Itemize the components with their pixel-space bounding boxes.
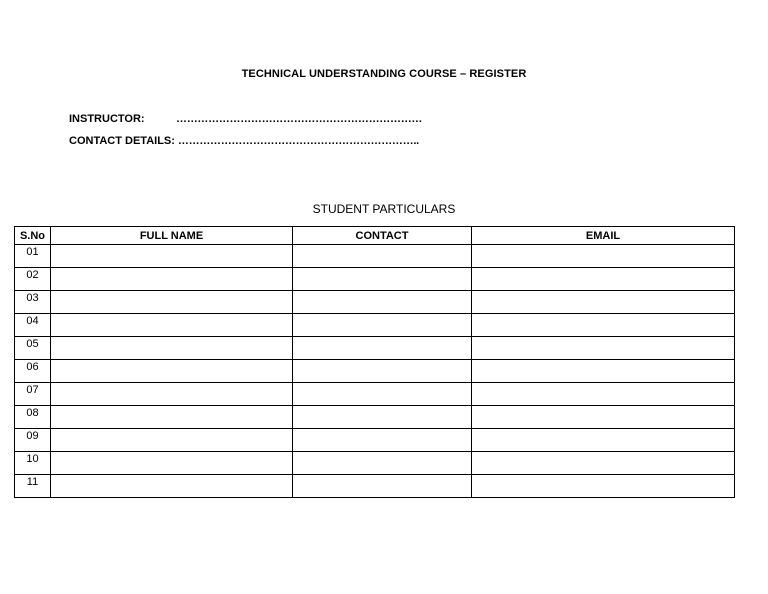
header-email: EMAIL [472,227,735,245]
instructor-field [69,113,422,125]
row-email-cell[interactable] [472,245,735,268]
row-sno-cell: 06 [15,360,51,383]
row-email-cell[interactable] [472,314,735,337]
row-full-name-cell[interactable] [51,452,293,475]
row-contact-cell[interactable] [293,475,472,498]
row-full-name-cell[interactable] [51,268,293,291]
row-full-name-cell[interactable] [51,337,293,360]
table-row [15,475,735,498]
table-row [15,245,735,268]
row-full-name-cell[interactable] [51,291,293,314]
header-sno: S.No [15,227,51,245]
row-sno-cell: 07 [15,383,51,406]
table-header-row [15,227,735,245]
page-title: TECHNICAL UNDERSTANDING COURSE – REGISTER [241,68,527,80]
table-row [15,383,735,406]
row-full-name-cell[interactable] [51,475,293,498]
table-row [15,452,735,475]
row-sno-cell: 05 [15,337,51,360]
row-full-name-cell[interactable] [51,245,293,268]
student-register-table [14,226,735,498]
row-full-name-cell[interactable] [51,383,293,406]
header-contact: CONTACT [293,227,472,245]
table-row [15,406,735,429]
row-email-cell[interactable] [472,360,735,383]
row-email-cell[interactable] [472,268,735,291]
row-email-cell[interactable] [472,337,735,360]
row-sno-cell: 04 [15,314,51,337]
row-sno-cell: 01 [15,245,51,268]
row-email-cell[interactable] [472,452,735,475]
instructor-label: INSTRUCTOR: [69,113,145,125]
row-contact-cell[interactable] [293,314,472,337]
row-sno-cell: 02 [15,268,51,291]
table-row [15,337,735,360]
instructor-value[interactable]: …………………………………………………………… [176,113,423,125]
row-contact-cell[interactable] [293,452,472,475]
table-row [15,360,735,383]
row-email-cell[interactable] [472,429,735,452]
row-contact-cell[interactable] [293,268,472,291]
row-full-name-cell[interactable] [51,314,293,337]
header-full-name: FULL NAME [51,227,293,245]
row-full-name-cell[interactable] [51,406,293,429]
row-sno-cell: 11 [15,475,51,498]
row-contact-cell[interactable] [293,429,472,452]
row-full-name-cell[interactable] [51,360,293,383]
row-sno-cell: 10 [15,452,51,475]
table-row [15,291,735,314]
contact-details-value[interactable]: ………………………………………………………….. [177,135,419,147]
row-email-cell[interactable] [472,291,735,314]
row-email-cell[interactable] [472,475,735,498]
row-sno-cell: 03 [15,291,51,314]
row-email-cell[interactable] [472,383,735,406]
row-contact-cell[interactable] [293,360,472,383]
row-contact-cell[interactable] [293,245,472,268]
contact-details-field [69,135,419,147]
table-row [15,268,735,291]
row-email-cell[interactable] [472,406,735,429]
row-contact-cell[interactable] [293,383,472,406]
row-sno-cell: 09 [15,429,51,452]
table-row [15,429,735,452]
row-full-name-cell[interactable] [51,429,293,452]
contact-details-label: CONTACT DETAILS: [69,135,175,147]
table-row [15,314,735,337]
row-contact-cell[interactable] [293,291,472,314]
section-title: STUDENT PARTICULARS [312,202,456,216]
row-contact-cell[interactable] [293,406,472,429]
row-sno-cell: 08 [15,406,51,429]
row-contact-cell[interactable] [293,337,472,360]
